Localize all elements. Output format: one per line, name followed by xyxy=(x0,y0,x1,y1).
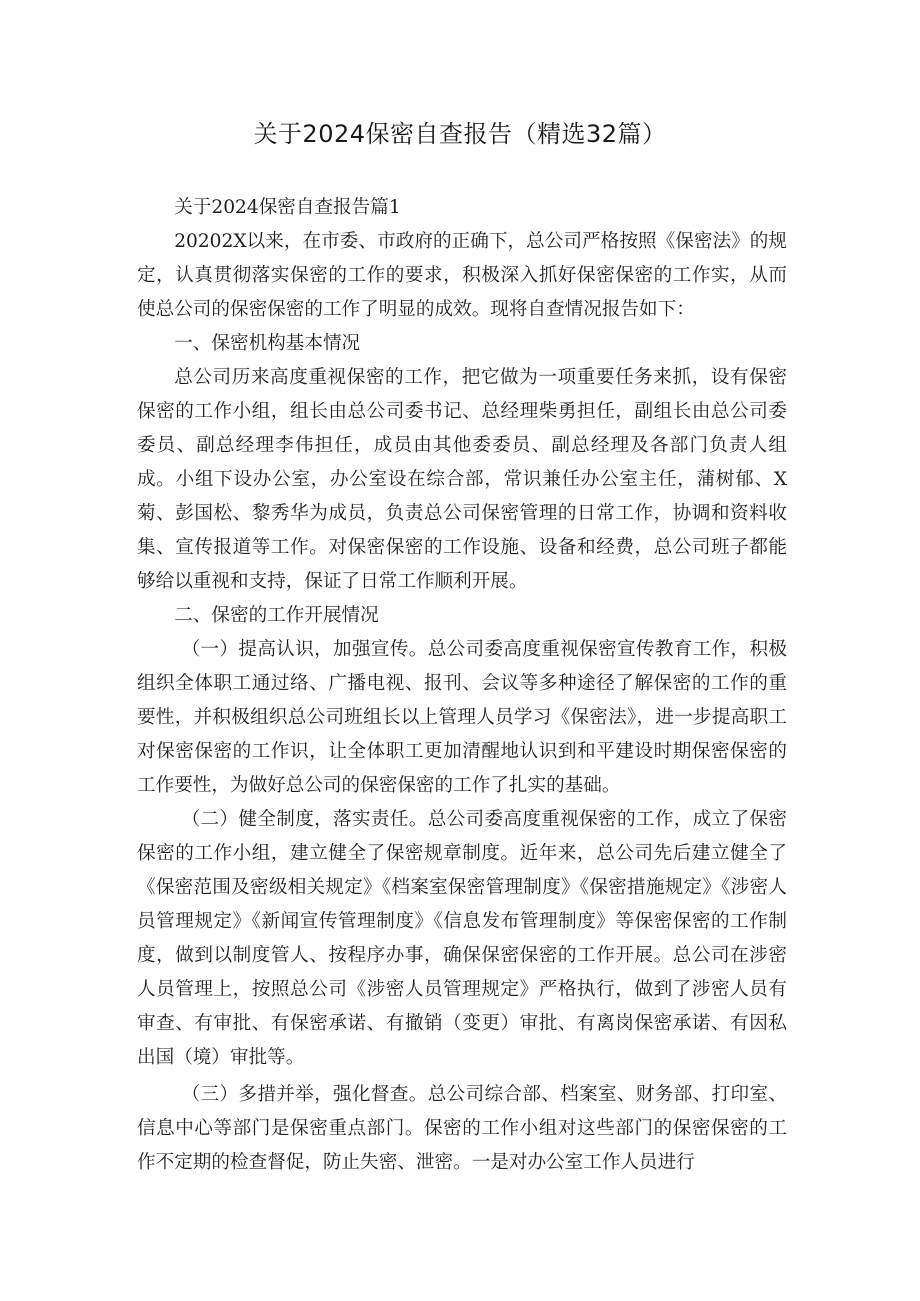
intro-paragraph: 20202X以来，在市委、市政府的正确下，总公司严格按照《保密法》的规定，认真贯彻落实保密的工作的要求，积极深入抓好保密保密的工作实，从而使总公司的保密保密的工作了明显的成效。现将自查情况报告如下： xyxy=(137,231,787,320)
subsection-paragraph-3: （三）多措并举，强化督查。总公司综合部、档案室、财务部、打印室、信息中心等部门是保密重点部门。保密的工作小组对这些部门的保密保密的工作不定期的检查督促，防止失密、泄密。一是对办公室工作人员进行 xyxy=(137,1084,787,1173)
subsection-paragraph-2: （二）健全制度，落实责任。总公司委高度重视保密的工作，成立了保密保密的工作小组，建立健全了保密规章制度。近年来，总公司先后建立健全了《保密范围及密级相关规定》《档案室保密管理制度》《保密措施规定》《涉密人员管理规定》《新闻宣传管理制度》《信息发布管理制度》等保密保密的工作制度，做到以制度管人、按程序办事，确保保密保密的工作开展。总公司在涉密人员管理上，按照总公司《涉密人员管理规定》严格执行，做到了涉密人员有审查、有审批、有保密承诺、有撤销（变更）审批、有离岗保密承诺、有因私出国（境）审批等。 xyxy=(137,809,787,1068)
subsection-paragraph-1: （一）提高认识，加强宣传。总公司委高度重视保密宣传教育工作，积极组织全体职工通过络、广播电视、报刊、会议等多种途径了解保密的工作的重要性，并积极组织总公司班组长以上管理人员学习《保密法》，进一步提高职工对保密保密的工作识，让全体职工更加清醒地认识到和平建设时期保密保密的工作要性，为做好总公司的保密保密的工作了扎实的基础。 xyxy=(137,639,787,796)
section-heading-2: 二、保密的工作开展情况 xyxy=(174,605,379,626)
document-body xyxy=(137,191,787,1180)
section-heading-article-1: 关于2024保密自查报告篇1 xyxy=(174,197,401,218)
section-heading-1: 一、保密机构基本情况 xyxy=(174,333,361,354)
body-paragraph: 总公司历来高度重视保密的工作，把它做为一项重要任务来抓，设有保密保密的工作小组，组长由总公司委书记、总经理柴勇担任，副组长由总公司委委员、副总经理李伟担任，成员由其他委委员、副总经理及各部门负责人组成。小组下设办公室，办公室设在综合部，常识兼任办公室主任，蒲树郁、X菊、彭国松、黎秀华为成员，负责总公司保密管理的日常工作，协调和资料收集、宣传报道等工作。对保密保密的工作设施、设备和经费，总公司班子都能够给以重视和支持，保证了日常工作顺利开展。 xyxy=(137,367,787,592)
document-title: 关于2024保密自查报告（精选32篇） xyxy=(253,120,667,148)
